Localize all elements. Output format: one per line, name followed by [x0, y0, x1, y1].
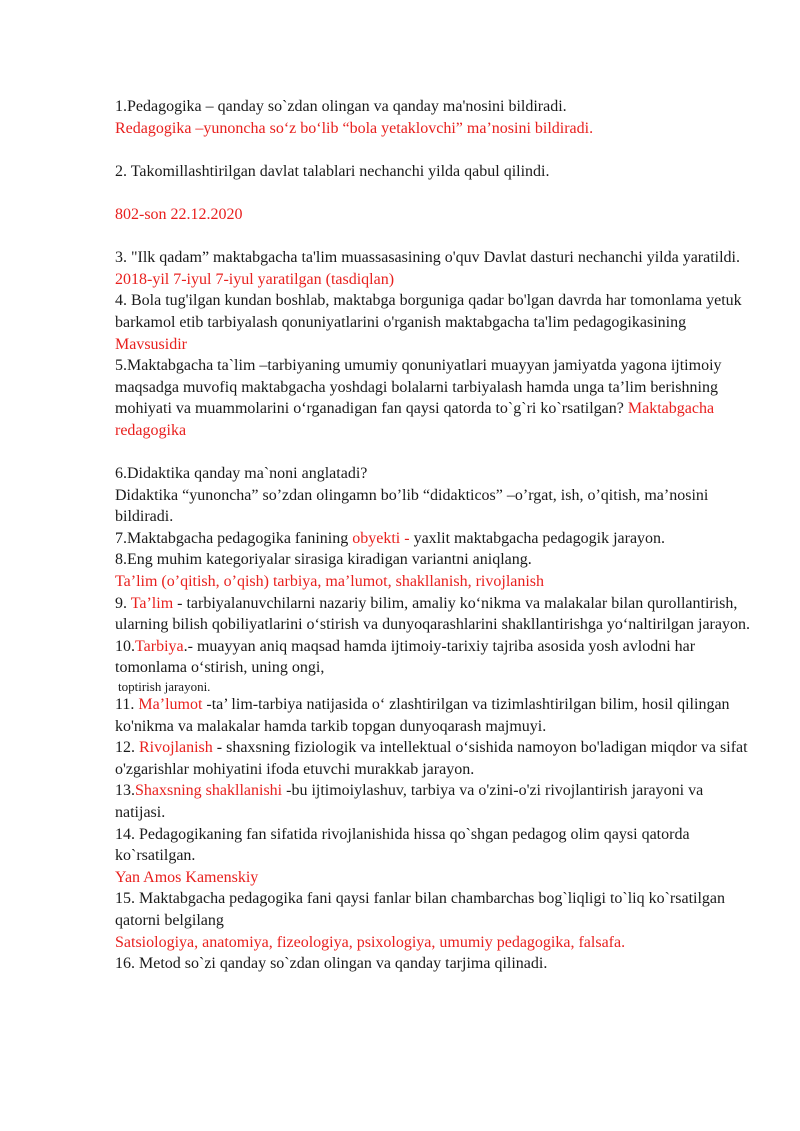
q5-question: 5.Maktabgacha ta`lim –tarbiyaning umumiy qonuniyatlari muayyan jamiyatda yagona ijtimoiy maqsadga muvofiq maktabgacha yoshdagi bolalarni tarbiyalash hamda unga ta’lim berishning mohiyati va muammolarini o‘rganadigan fan qaysi qatorda to`g`ri ko`rsatilgan? — [115, 357, 722, 418]
document-body — [115, 96, 755, 975]
blank-line — [115, 139, 755, 161]
q9-prefix: 9. — [115, 594, 131, 612]
q11-paragraph — [115, 694, 755, 737]
q14-question: 14. Pedagogikaning fan sifatida rivojlanishida hissa qo`shgan pedagog olim qaysi qatorda ko`rsatilgan. — [115, 825, 690, 865]
q4-question: 4. Bola tug'ilgan kundan boshlab, maktabga borguniga qadar bo'lgan davrda har tomonlama yetuk barkamol etib tarbiyalash qonuniyatlarini o'rganish maktabgacha ta'lim pedagogikasining — [115, 292, 742, 331]
q10-tail: toptirish jarayoni. — [118, 679, 211, 695]
q15-question: 15. Maktabgacha pedagogika fani qaysi fanlar bilan chambarchas bog`liqligi to`liq ko`rsatilgan qatorni belgilang — [115, 890, 726, 929]
q9-paragraph — [115, 593, 755, 636]
q3-answer: 2018-yil 7-iyul 7-iyul yaratilgan (tasdiqlan) — [115, 270, 395, 288]
blank-line — [115, 442, 755, 464]
q10-term: Tarbiya — [135, 637, 184, 655]
q7-prefix: 7.Maktabgacha pedagogika fanining — [115, 529, 353, 547]
blank-line — [115, 226, 755, 248]
q4-paragraph — [115, 290, 755, 355]
q5-answer: Maktabgacha redagogika — [115, 400, 715, 439]
q7-term: obyekti - — [352, 529, 414, 547]
q9-term: Ta’lim — [130, 594, 174, 612]
q6-answer: Didaktika “yunoncha” so’zdan olingamn bo’lib “didakticos” –o’rgat, ish, o’qitish, ma’nosini bildiradi. — [115, 486, 709, 526]
q12-term: Rivojlanish — [139, 739, 213, 757]
q10-prefix: 10. — [115, 637, 135, 655]
q12-rest: - shaxsning fiziologik va intellektual o‘sishida namoyon bo'ladigan miqdor va sifat o'zgarishlar mohiyatini ifoda etuvchi murakkab jarayon. — [115, 739, 748, 778]
q12-prefix: 12. — [115, 739, 139, 757]
q13-rest: -bu ijtimoiylashuv, tarbiya va o'zini-o'zi rivojlantirish jarayoni va natijasi. — [115, 782, 704, 821]
q11-prefix: 11. — [115, 696, 139, 714]
q3-question: 3. "Ilk qadam” maktabgacha ta'lim muassasasining o'quv Davlat dasturi nechanchi yilda yaratildi. — [115, 249, 740, 267]
blank-line — [115, 182, 755, 204]
q5-paragraph — [115, 355, 755, 441]
q16-question: 16. Metod so`zi qanday so`zdan olingan va qanday tarjima qilinadi. — [115, 955, 548, 973]
q13-prefix: 13. — [115, 782, 135, 800]
q2-question: 2. Takomillashtirilgan davlat talablari nechanchi yilda qabul qilindi. — [115, 162, 550, 180]
q8-question: 8.Eng muhim kategoriyalar sirasiga kiradigan variantni aniqlang. — [115, 551, 532, 569]
q1-answer: Redagogika –yunoncha so‘z bo‘lib “bola yetaklovchi” ma’nosini bildiradi. — [115, 119, 594, 137]
q13-term: Shaxsning shakllanishi — [135, 782, 283, 800]
q9-rest: - tarbiyalanuvchilarni nazariy bilim, amaliy ko‘nikma va malakalar bilan qurollantirish, ularning bilish qobiliyatlarini o‘stirish va dunyoqarashlarini shakllantirishga yo‘naltirilgan jarayon. — [115, 594, 750, 634]
q6-question: 6.Didaktika qanday ma`noni anglatadi? — [115, 465, 368, 483]
q7-rest: yaxlit maktabgacha pedagogik jarayon. — [413, 529, 666, 547]
q7-paragraph — [115, 528, 755, 550]
q1-question: 1.Pedagogika – qanday so`zdan olingan va qanday ma'nosini bildiradi. — [115, 98, 567, 115]
q4-answer: Mavsusidir — [115, 335, 187, 353]
q2-answer: 802-son 22.12.2020 — [115, 205, 243, 223]
q13-paragraph — [115, 780, 755, 823]
q14-answer: Yan Amos Kamenskiy — [115, 868, 259, 886]
q8-answer: Ta’lim (o’qitish, o’qish) tarbiya, ma’lumot, shakllanish, rivojlanish — [115, 573, 545, 591]
q11-rest: -ta’ lim-tarbiya natijasida o‘ zlashtirilgan va tizimlashtirilgan bilim, hosil qilingan ko'nikma va malakalar hamda tarkib topgan dunyoqarash majmuyi. — [115, 696, 730, 735]
q10-rest: .- muayyan aniq maqsad hamda ijtimoiy-tarixiy tajriba asosida yosh avlodni har tomonlama o‘stirish, uning ongi, — [115, 637, 696, 677]
q12-paragraph — [115, 737, 755, 780]
q11-term: Ma’lumot — [138, 696, 203, 714]
q10-paragraph — [115, 636, 755, 679]
q15-answer: Satsiologiya, anatomiya, fizeologiya, psixologiya, umumiy pedagogika, falsafa. — [115, 933, 626, 951]
